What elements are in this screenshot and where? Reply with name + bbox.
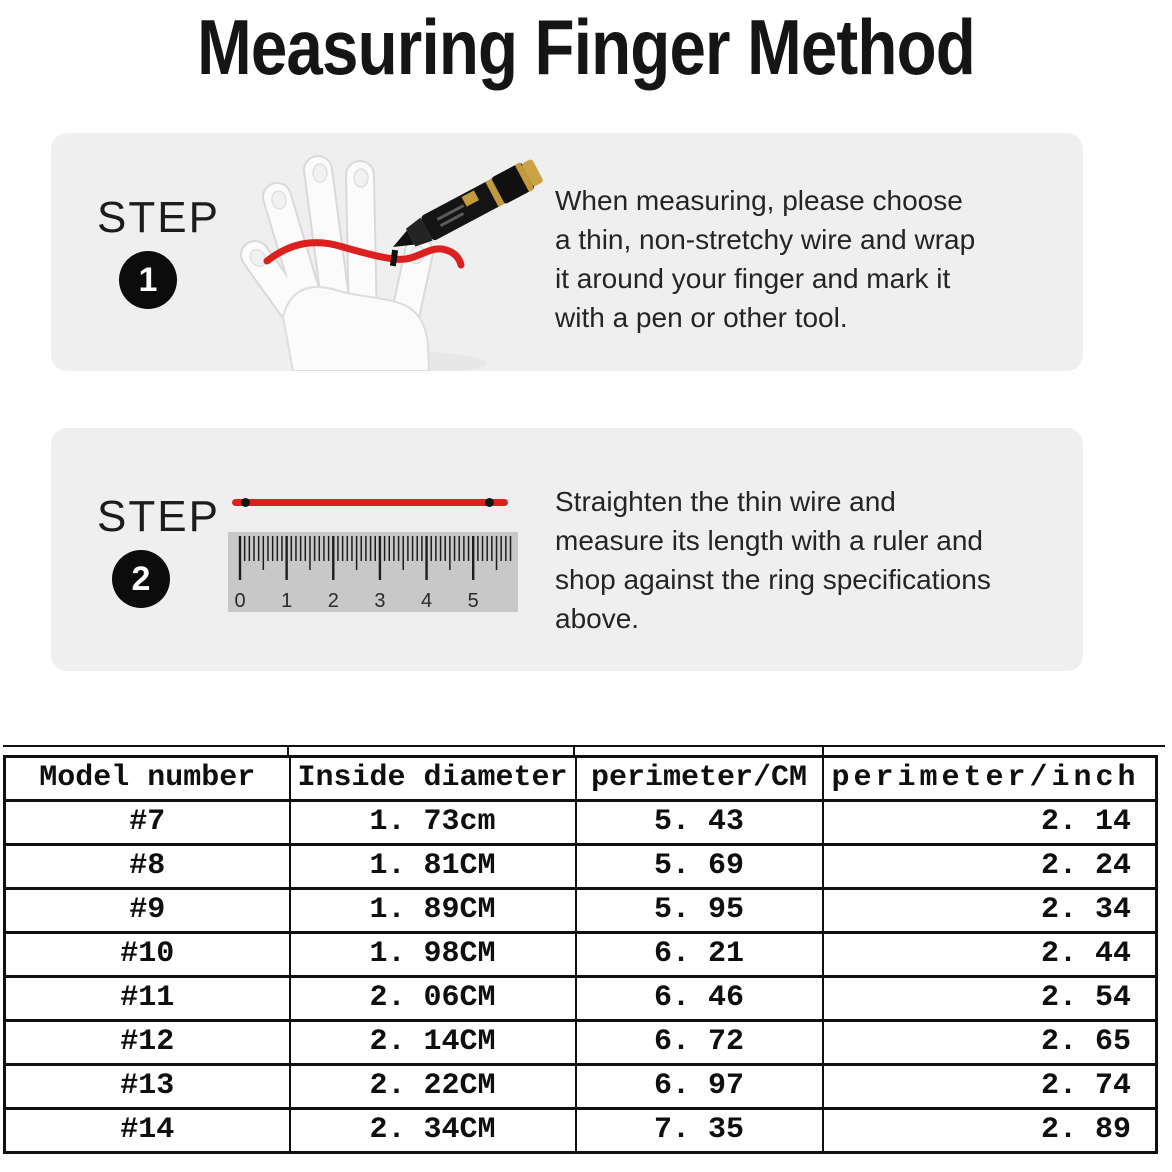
header-model-number: Model number [5,757,290,801]
wire-mark [390,250,398,267]
hand-illustration [231,137,551,371]
table-row: #11 2. 06CM 6. 46 2. 54 [5,977,1157,1021]
marker-pen-icon [386,157,545,260]
step2-label: STEP [97,492,220,541]
table-row: #9 1. 89CM 5. 95 2. 34 [5,889,1157,933]
ring-size-table [3,755,1158,1154]
ruler-illustration [228,532,518,612]
step1-line2: a thin, non-stretchy wire and wrap [555,224,976,255]
step2-line1: Straighten the thin wire and [555,486,896,517]
table-row: #8 1. 81CM 5. 69 2. 24 [5,845,1157,889]
svg-text:3: 3 [374,590,386,612]
step2-line3: shop against the ring specifications [555,564,991,595]
step1-label: STEP [97,193,220,242]
step1-line3: it around your finger and mark it [555,263,951,294]
svg-text:0: 0 [234,590,246,612]
table-row: #14 2. 34CM 7. 35 2. 89 [5,1109,1157,1153]
header-perimeter-inch: perimeter/inch [823,757,1157,801]
svg-text:2: 2 [327,590,339,612]
table-row: #10 1. 98CM 6. 21 2. 44 [5,933,1157,977]
header-perimeter-cm: perimeter/CM [576,757,823,801]
svg-text:5: 5 [467,590,479,612]
step2-line4: above. [555,603,640,634]
step1-instructions [555,181,975,337]
step1-number-badge [119,251,177,309]
step2-panel [51,428,1083,671]
step1-line4: with a pen or other tool. [555,302,848,333]
step2-instructions [555,482,991,638]
wire-end-dot-left [241,498,250,507]
table-header-row [5,757,1157,801]
header-inside-diameter: Inside diameter [290,757,576,801]
svg-text:4: 4 [420,590,433,612]
svg-text:1: 1 [281,590,293,612]
wire-straight-line [232,499,508,506]
table-row: #13 2. 22CM 6. 97 2. 74 [5,1065,1157,1109]
step1-line1: When measuring, please choose [555,185,963,216]
step2-line2: measure its length with a ruler and [555,525,983,556]
step2-number-badge [112,550,170,608]
table-row: #12 2. 14CM 6. 72 2. 65 [5,1021,1157,1065]
step1-number: 1 [138,260,158,299]
page-title: Measuring Finger Method [197,3,975,91]
table-row: #7 1. 73cm 5. 43 2. 14 [5,801,1157,845]
step2-number: 2 [131,559,151,598]
wire-end-dot-right [485,498,494,507]
step1-panel [51,133,1083,371]
